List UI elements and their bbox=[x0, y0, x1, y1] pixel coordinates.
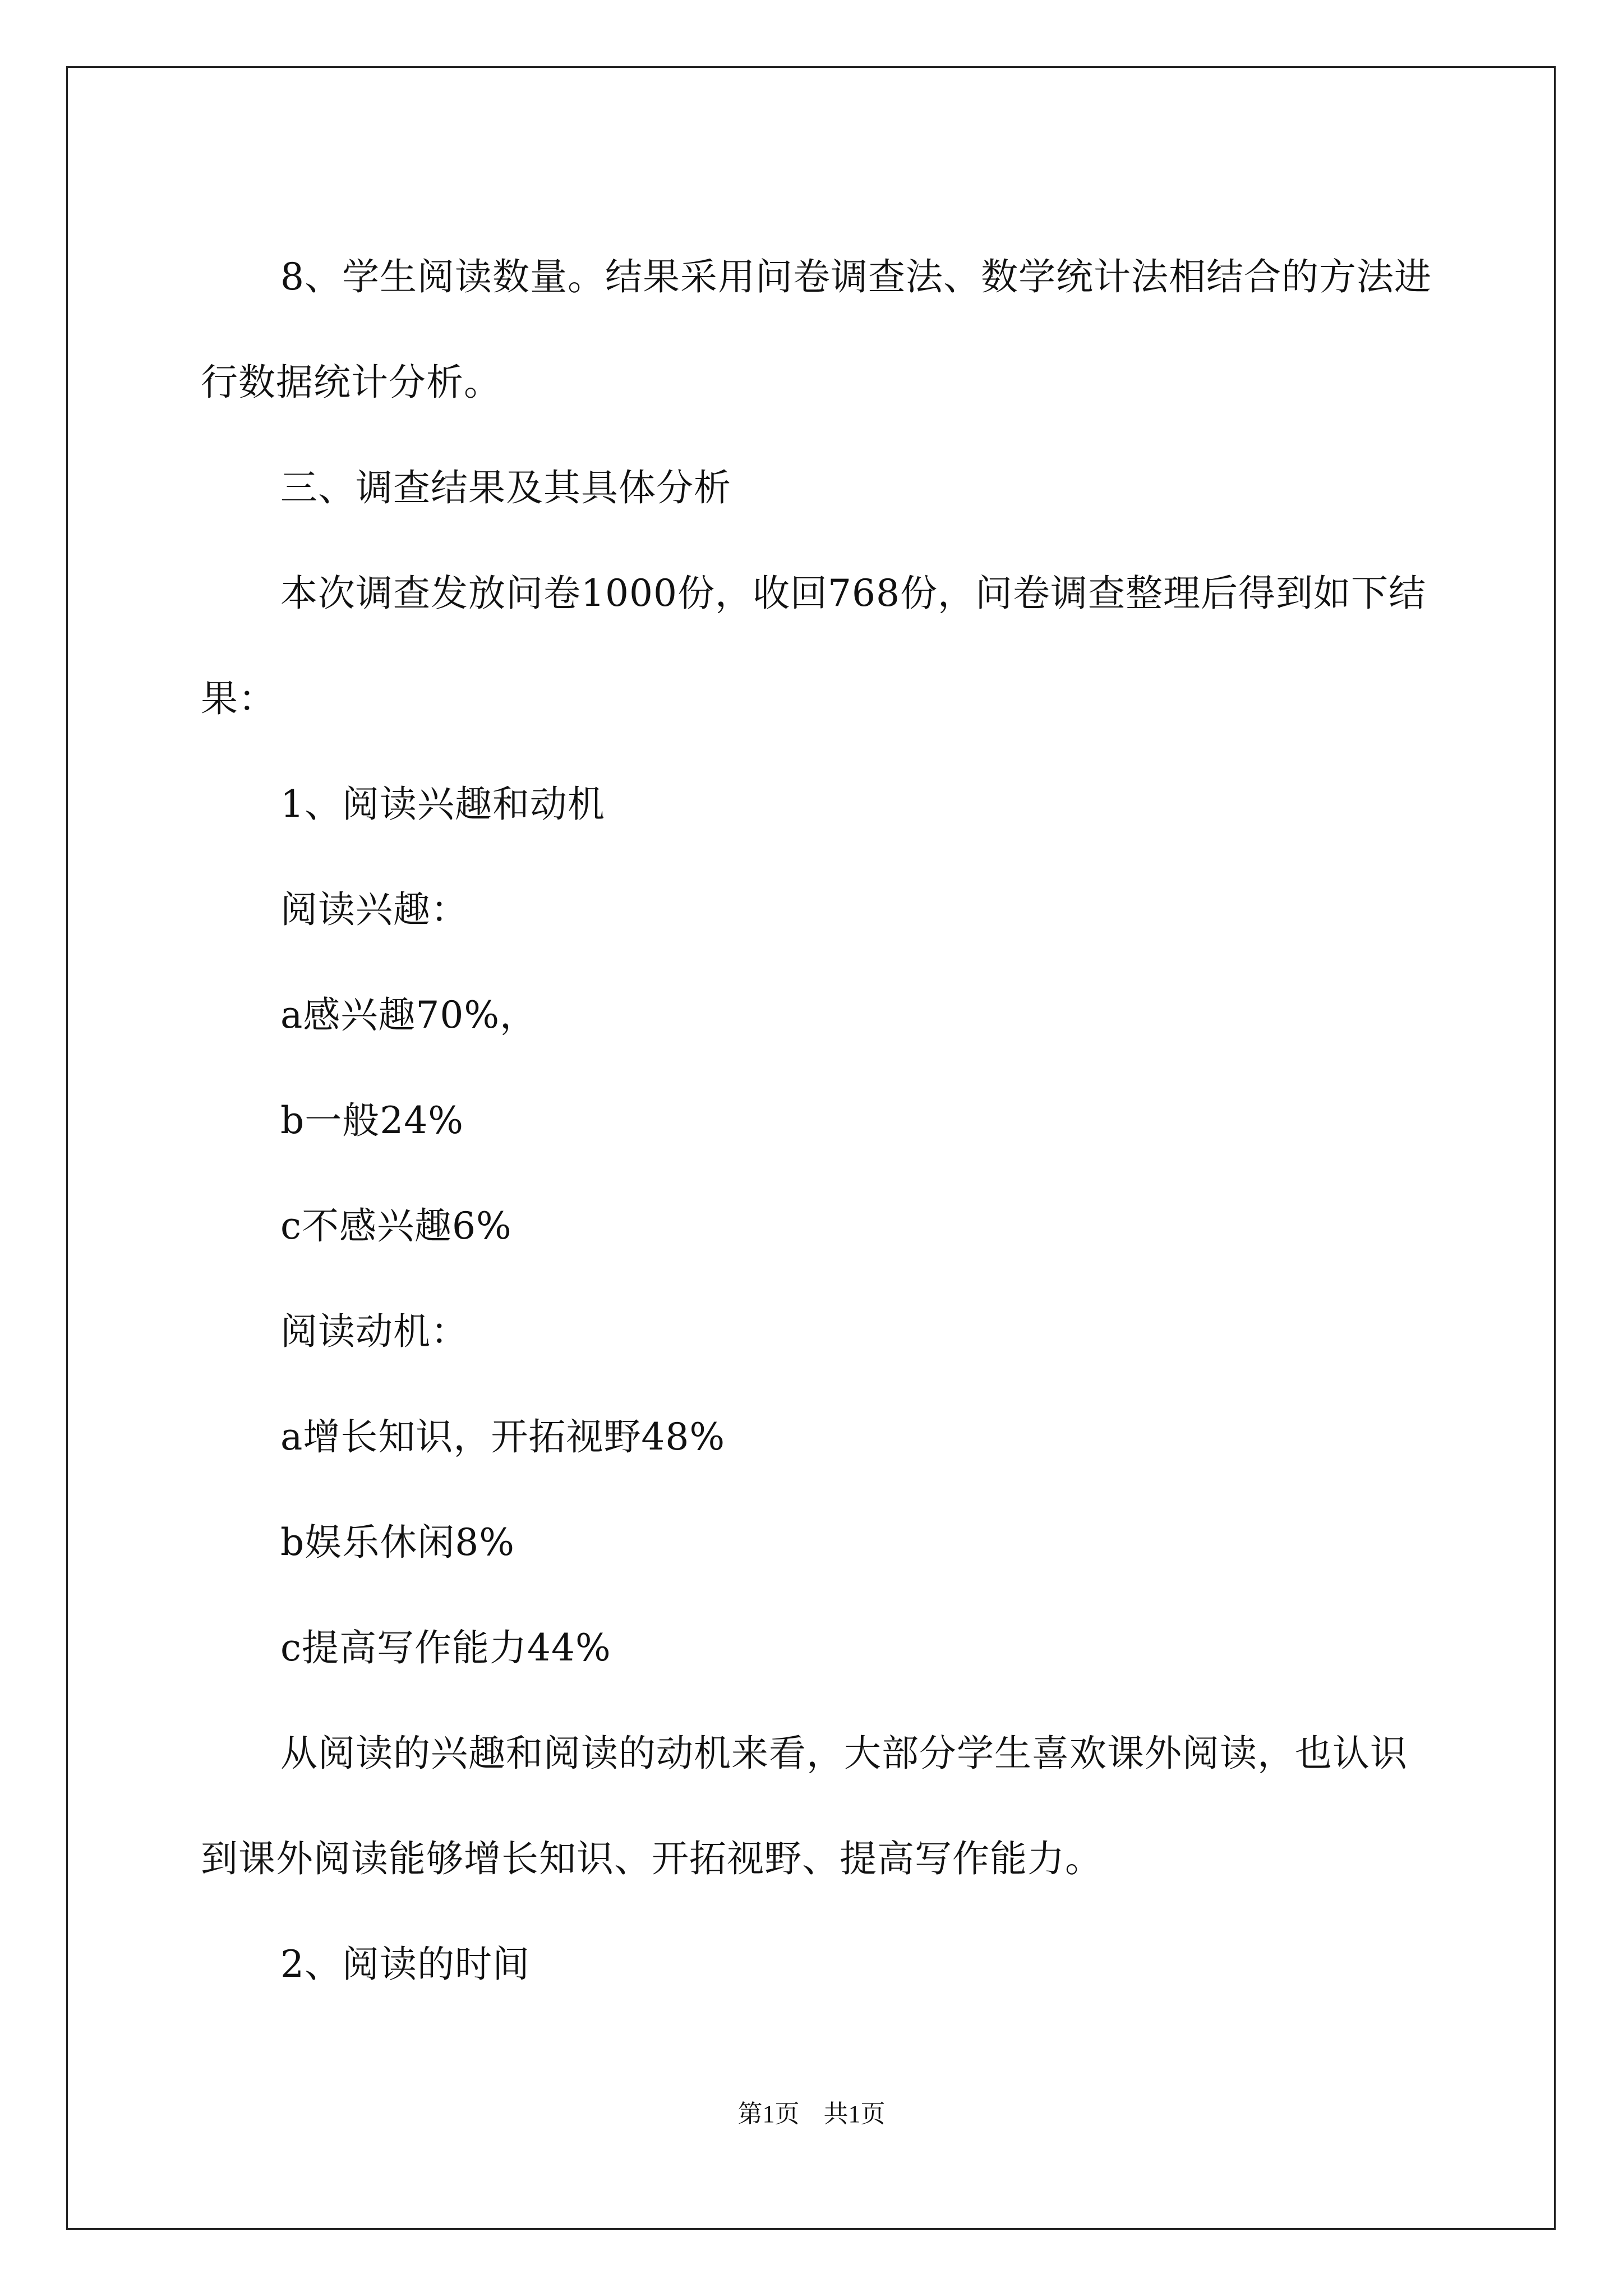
label-reading-interest: 阅读兴趣： bbox=[280, 888, 468, 931]
paragraph-method: 8、学生阅读数量。结果采用问卷调查法、数学统计法相结合的方法进行数据统计分析。 bbox=[201, 255, 1432, 404]
page-footer bbox=[0, 2093, 1623, 2129]
interest-item-a: a感兴趣70%， bbox=[280, 993, 538, 1037]
paragraph-survey-summary: 本次调查发放问卷1000份，收回768份，问卷调查整理后得到如下结果： bbox=[201, 572, 1426, 720]
interest-item-b: b一般24% bbox=[280, 1099, 464, 1142]
motivation-item-b: b娱乐休闲8% bbox=[280, 1521, 515, 1564]
subheading-interest-motivation: 1、阅读兴趣和动机 bbox=[280, 783, 605, 826]
motivation-item-c: c提高写作能力44% bbox=[280, 1626, 611, 1669]
page-number: 第1页 bbox=[737, 2100, 800, 2128]
motivation-item-a: a增长知识，开拓视野48% bbox=[280, 1415, 726, 1458]
label-reading-motivation: 阅读动机： bbox=[280, 1310, 468, 1353]
paragraph-conclusion: 从阅读的兴趣和阅读的动机来看，大部分学生喜欢课外阅读，也认识到课外阅读能够增长知识、开拓视野、提高写作能力。 bbox=[201, 1732, 1408, 1880]
subheading-reading-time: 2、阅读的时间 bbox=[280, 1943, 530, 1986]
interest-item-c: c不感兴趣6% bbox=[280, 1204, 512, 1248]
section-heading-results: 三、调查结果及其具体分析 bbox=[280, 466, 731, 509]
document-body bbox=[201, 224, 1435, 2017]
page-total: 共1页 bbox=[823, 2100, 886, 2128]
